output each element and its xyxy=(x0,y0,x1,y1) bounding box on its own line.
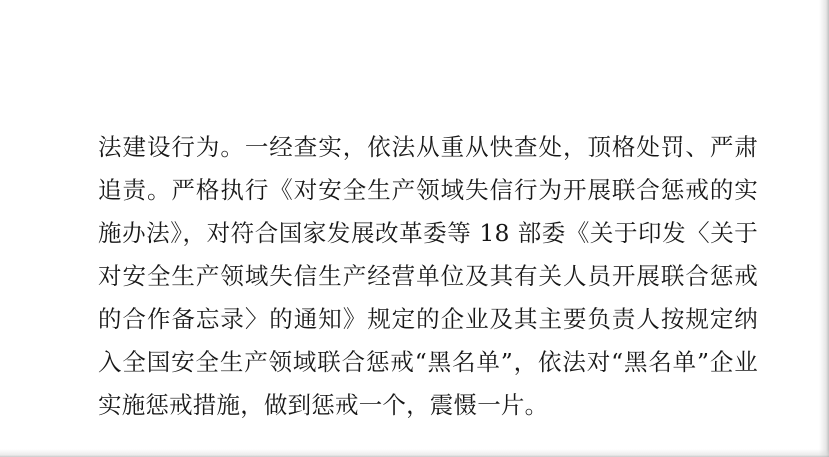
body-paragraph-block xyxy=(98,126,758,427)
body-paragraph: 法建设行为。一经查实，依法从重从快查处，顶格处罚、严肃追责。严格执行《对安全生产领域失信行为开展联合惩戒的实施办法》，对符合国家发展改革委等 18 部委《关于印发〈关于对安全生产领域失信生产经营单位及其有关人员开展联合惩戒的合作备忘录〉的通知》规定的企业及其主要负责人按规定纳入全国安全生产领域联合惩戒“黑名单”，依法对“黑名单”企业实施惩戒措施，做到惩戒一个，震慑一片。 xyxy=(98,133,758,419)
page-edge-shadow-bottom xyxy=(0,449,829,457)
page-edge-shadow-right xyxy=(819,0,829,457)
